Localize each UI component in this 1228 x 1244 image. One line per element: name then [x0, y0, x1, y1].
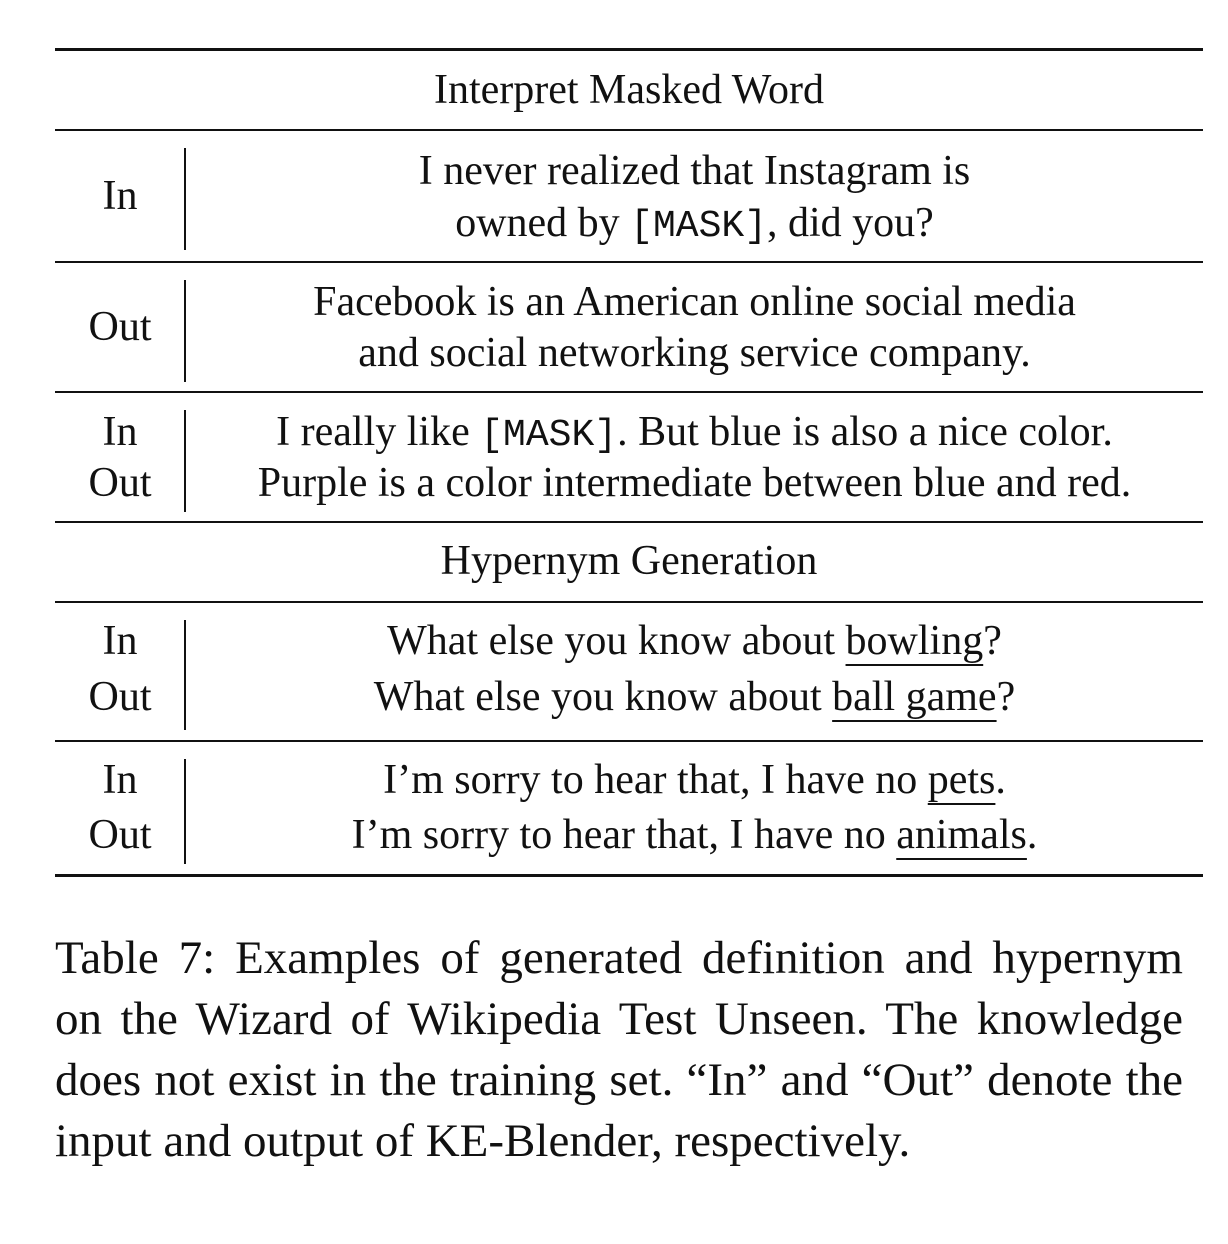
section-rule	[55, 601, 1203, 603]
example4-output	[186, 809, 1203, 861]
row-label-out: Out	[88, 812, 152, 858]
row-label-in: In	[102, 409, 138, 455]
example1-input-line2	[186, 197, 1203, 253]
example4-input-text: .	[995, 757, 1006, 803]
section-title-hypernym: Hypernym Generation	[440, 538, 818, 584]
row-label-out: Out	[88, 460, 152, 506]
example1-output-line1: Facebook is an American online social media	[313, 279, 1076, 325]
underlined-word: animals	[896, 812, 1027, 858]
example3-output-text: ?	[996, 674, 1016, 720]
example3-input	[186, 615, 1203, 667]
row-label-in: In	[102, 173, 138, 219]
example2-output: Purple is a color intermediate between blue and red.	[257, 460, 1132, 506]
underlined-word: bowling	[845, 618, 984, 664]
section-title-masked-word: Interpret Masked Word	[433, 67, 825, 113]
section-rule	[55, 521, 1203, 523]
top-rule	[55, 48, 1203, 51]
example3-output	[186, 671, 1203, 723]
row-label-in: In	[102, 618, 138, 664]
mask-token: [MASK]	[480, 414, 618, 457]
row-rule	[55, 740, 1203, 742]
mask-token: [MASK]	[630, 205, 767, 248]
example3-input-text: ?	[983, 618, 1002, 664]
row-label-in: In	[102, 757, 138, 803]
example4-input-text: I’m sorry to hear that, I have no	[383, 757, 928, 803]
example4-output-text: .	[1026, 812, 1038, 858]
example4-output-text: I’m sorry to hear that, I have no	[351, 812, 897, 858]
example1-output-line2: and social networking service company.	[358, 330, 1031, 376]
example2-input-text: I really like	[276, 409, 481, 455]
underlined-word: pets	[927, 757, 996, 803]
example1-input-text: , did you?	[767, 200, 934, 246]
example1-input-line1: I never realized that Instagram is	[418, 148, 971, 194]
row-rule	[55, 261, 1203, 263]
section-rule	[55, 129, 1203, 131]
example2-input	[186, 406, 1203, 462]
row-label-out: Out	[88, 674, 152, 720]
underlined-word: ball game	[832, 674, 997, 720]
row-rule	[55, 391, 1203, 393]
row-label-out: Out	[88, 304, 152, 350]
example3-input-text: What else you know about	[387, 618, 846, 664]
table-caption: Table 7: Examples of generated definition and hypernym on the Wizard of Wikipedia Test Unseen. The knowledge does not exist in the training set. “In” and “Out” denote the input and output of KE-Blender, respectively.	[55, 932, 1183, 1167]
example1-input-text: owned by	[455, 200, 631, 246]
example4-input	[186, 754, 1203, 806]
example2-input-text: . But blue is also a nice color.	[617, 409, 1113, 455]
example3-output-text: What else you know about	[373, 674, 833, 720]
bottom-rule	[55, 874, 1203, 877]
